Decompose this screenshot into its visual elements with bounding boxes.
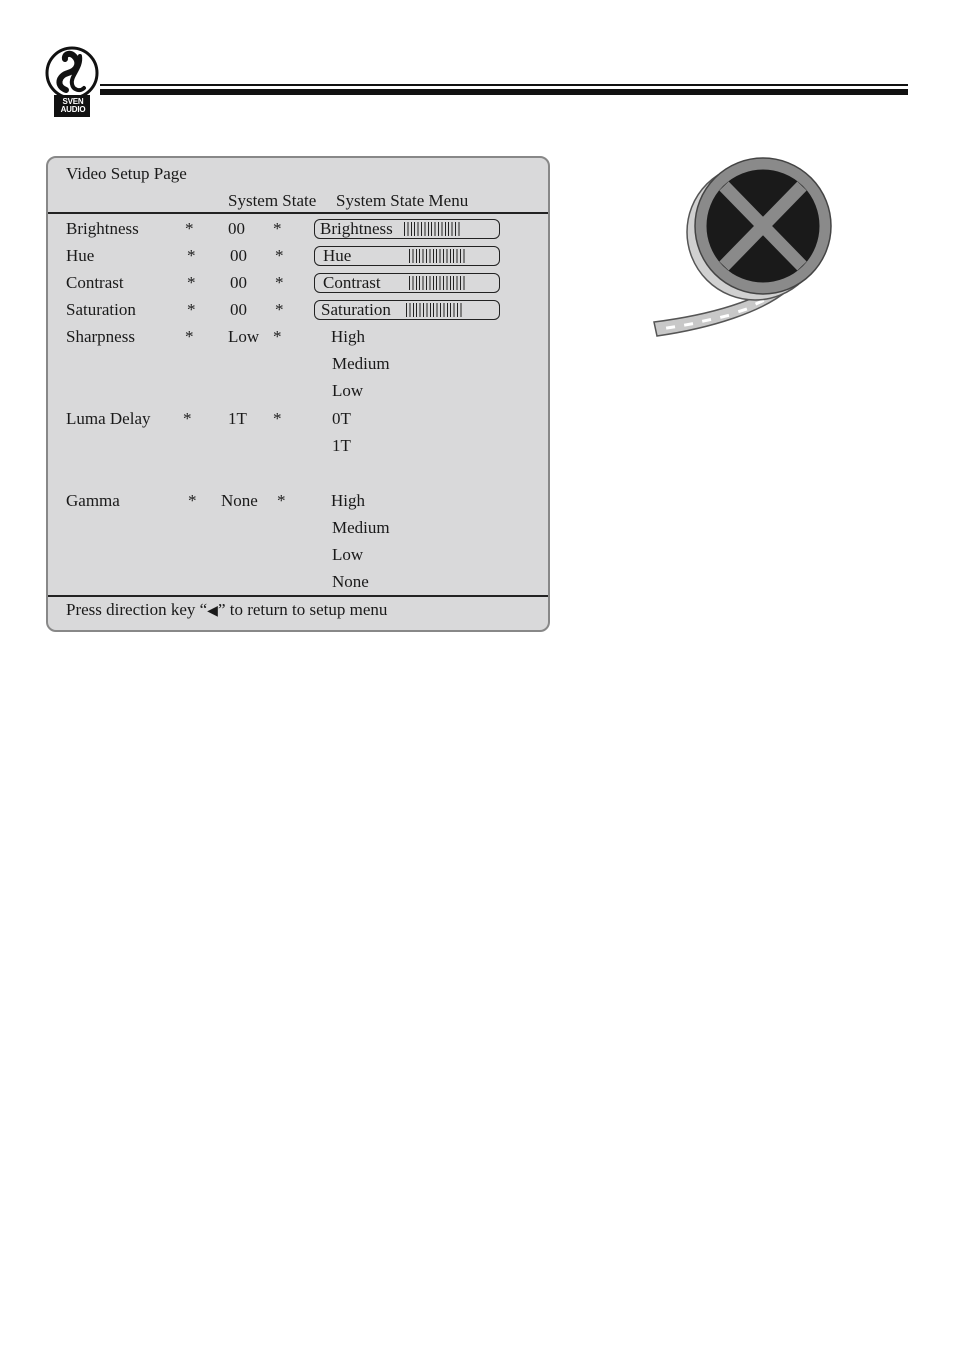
slider-label: Brightness bbox=[320, 219, 393, 238]
film-reel-icon bbox=[650, 150, 840, 345]
row-value-gamma: None bbox=[221, 491, 258, 510]
hue-slider[interactable] bbox=[314, 246, 500, 266]
option-gamma-low[interactable]: Low bbox=[332, 545, 364, 564]
row-label-gamma: Gamma bbox=[66, 491, 120, 510]
row-star-left: * bbox=[187, 246, 196, 265]
option-sharpness-low[interactable]: Low bbox=[332, 381, 364, 400]
row-star-right: * bbox=[273, 219, 282, 238]
footer-hint-suffix: ” to return to setup menu bbox=[217, 600, 388, 619]
row-star-left: * bbox=[185, 219, 194, 238]
video-setup-panel bbox=[46, 156, 550, 632]
row-star-left: * bbox=[185, 327, 194, 346]
row-star-right: * bbox=[277, 491, 286, 510]
row-star-left: * bbox=[187, 300, 196, 319]
header-rule-thick bbox=[100, 89, 908, 95]
slider-label: Hue bbox=[323, 246, 352, 265]
row-star-right: * bbox=[273, 327, 282, 346]
row-value-saturation: 00 bbox=[230, 300, 247, 319]
option-luma-1t[interactable]: 1T bbox=[332, 436, 351, 455]
row-star-left: * bbox=[188, 491, 197, 510]
slider-ticks bbox=[409, 276, 465, 290]
left-arrow-icon: ◀ bbox=[207, 604, 218, 619]
column-header-system-state: System State bbox=[228, 191, 317, 210]
row-label-hue: Hue bbox=[66, 246, 95, 265]
option-gamma-none[interactable]: None bbox=[332, 572, 369, 591]
row-star-right: * bbox=[273, 409, 282, 428]
row-label-sharpness: Sharpness bbox=[66, 327, 135, 346]
row-value-luma-delay: 1T bbox=[228, 409, 247, 428]
row-value-brightness: 00 bbox=[228, 219, 245, 238]
slider-ticks bbox=[409, 249, 465, 263]
slider-label: Contrast bbox=[323, 273, 381, 292]
column-header-system-state-menu: System State Menu bbox=[336, 191, 469, 210]
header-rule-thin bbox=[100, 84, 908, 86]
slider-label: Saturation bbox=[321, 300, 391, 319]
option-gamma-medium[interactable]: Medium bbox=[332, 518, 390, 537]
slider-ticks bbox=[404, 222, 460, 236]
contrast-slider[interactable] bbox=[314, 273, 500, 293]
row-label-luma-delay: Luma Delay bbox=[66, 409, 151, 428]
logo-brand-text: SVEN AUDIO bbox=[60, 97, 86, 114]
header-divider bbox=[48, 212, 548, 214]
footer-divider bbox=[48, 595, 548, 597]
row-value-hue: 00 bbox=[230, 246, 247, 265]
row-value-contrast: 00 bbox=[230, 273, 247, 292]
row-star-left: * bbox=[187, 273, 196, 292]
row-star-left: * bbox=[183, 409, 192, 428]
row-label-saturation: Saturation bbox=[66, 300, 136, 319]
footer-hint-prefix: Press direction key “ bbox=[66, 600, 208, 619]
option-gamma-high[interactable]: High bbox=[331, 491, 365, 510]
row-star-right: * bbox=[275, 300, 284, 319]
panel-title: Video Setup Page bbox=[66, 164, 187, 183]
slider-ticks bbox=[406, 303, 462, 317]
option-sharpness-medium[interactable]: Medium bbox=[332, 354, 390, 373]
option-luma-0t[interactable]: 0T bbox=[332, 409, 351, 428]
footer-hint bbox=[66, 600, 387, 622]
row-value-sharpness: Low bbox=[228, 327, 260, 346]
row-label-brightness: Brightness bbox=[66, 219, 139, 238]
row-star-right: * bbox=[275, 246, 284, 265]
saturation-slider[interactable] bbox=[314, 300, 500, 320]
brightness-slider[interactable] bbox=[314, 219, 500, 239]
option-sharpness-high[interactable]: High bbox=[331, 327, 365, 346]
row-star-right: * bbox=[275, 273, 284, 292]
row-label-contrast: Contrast bbox=[66, 273, 124, 292]
